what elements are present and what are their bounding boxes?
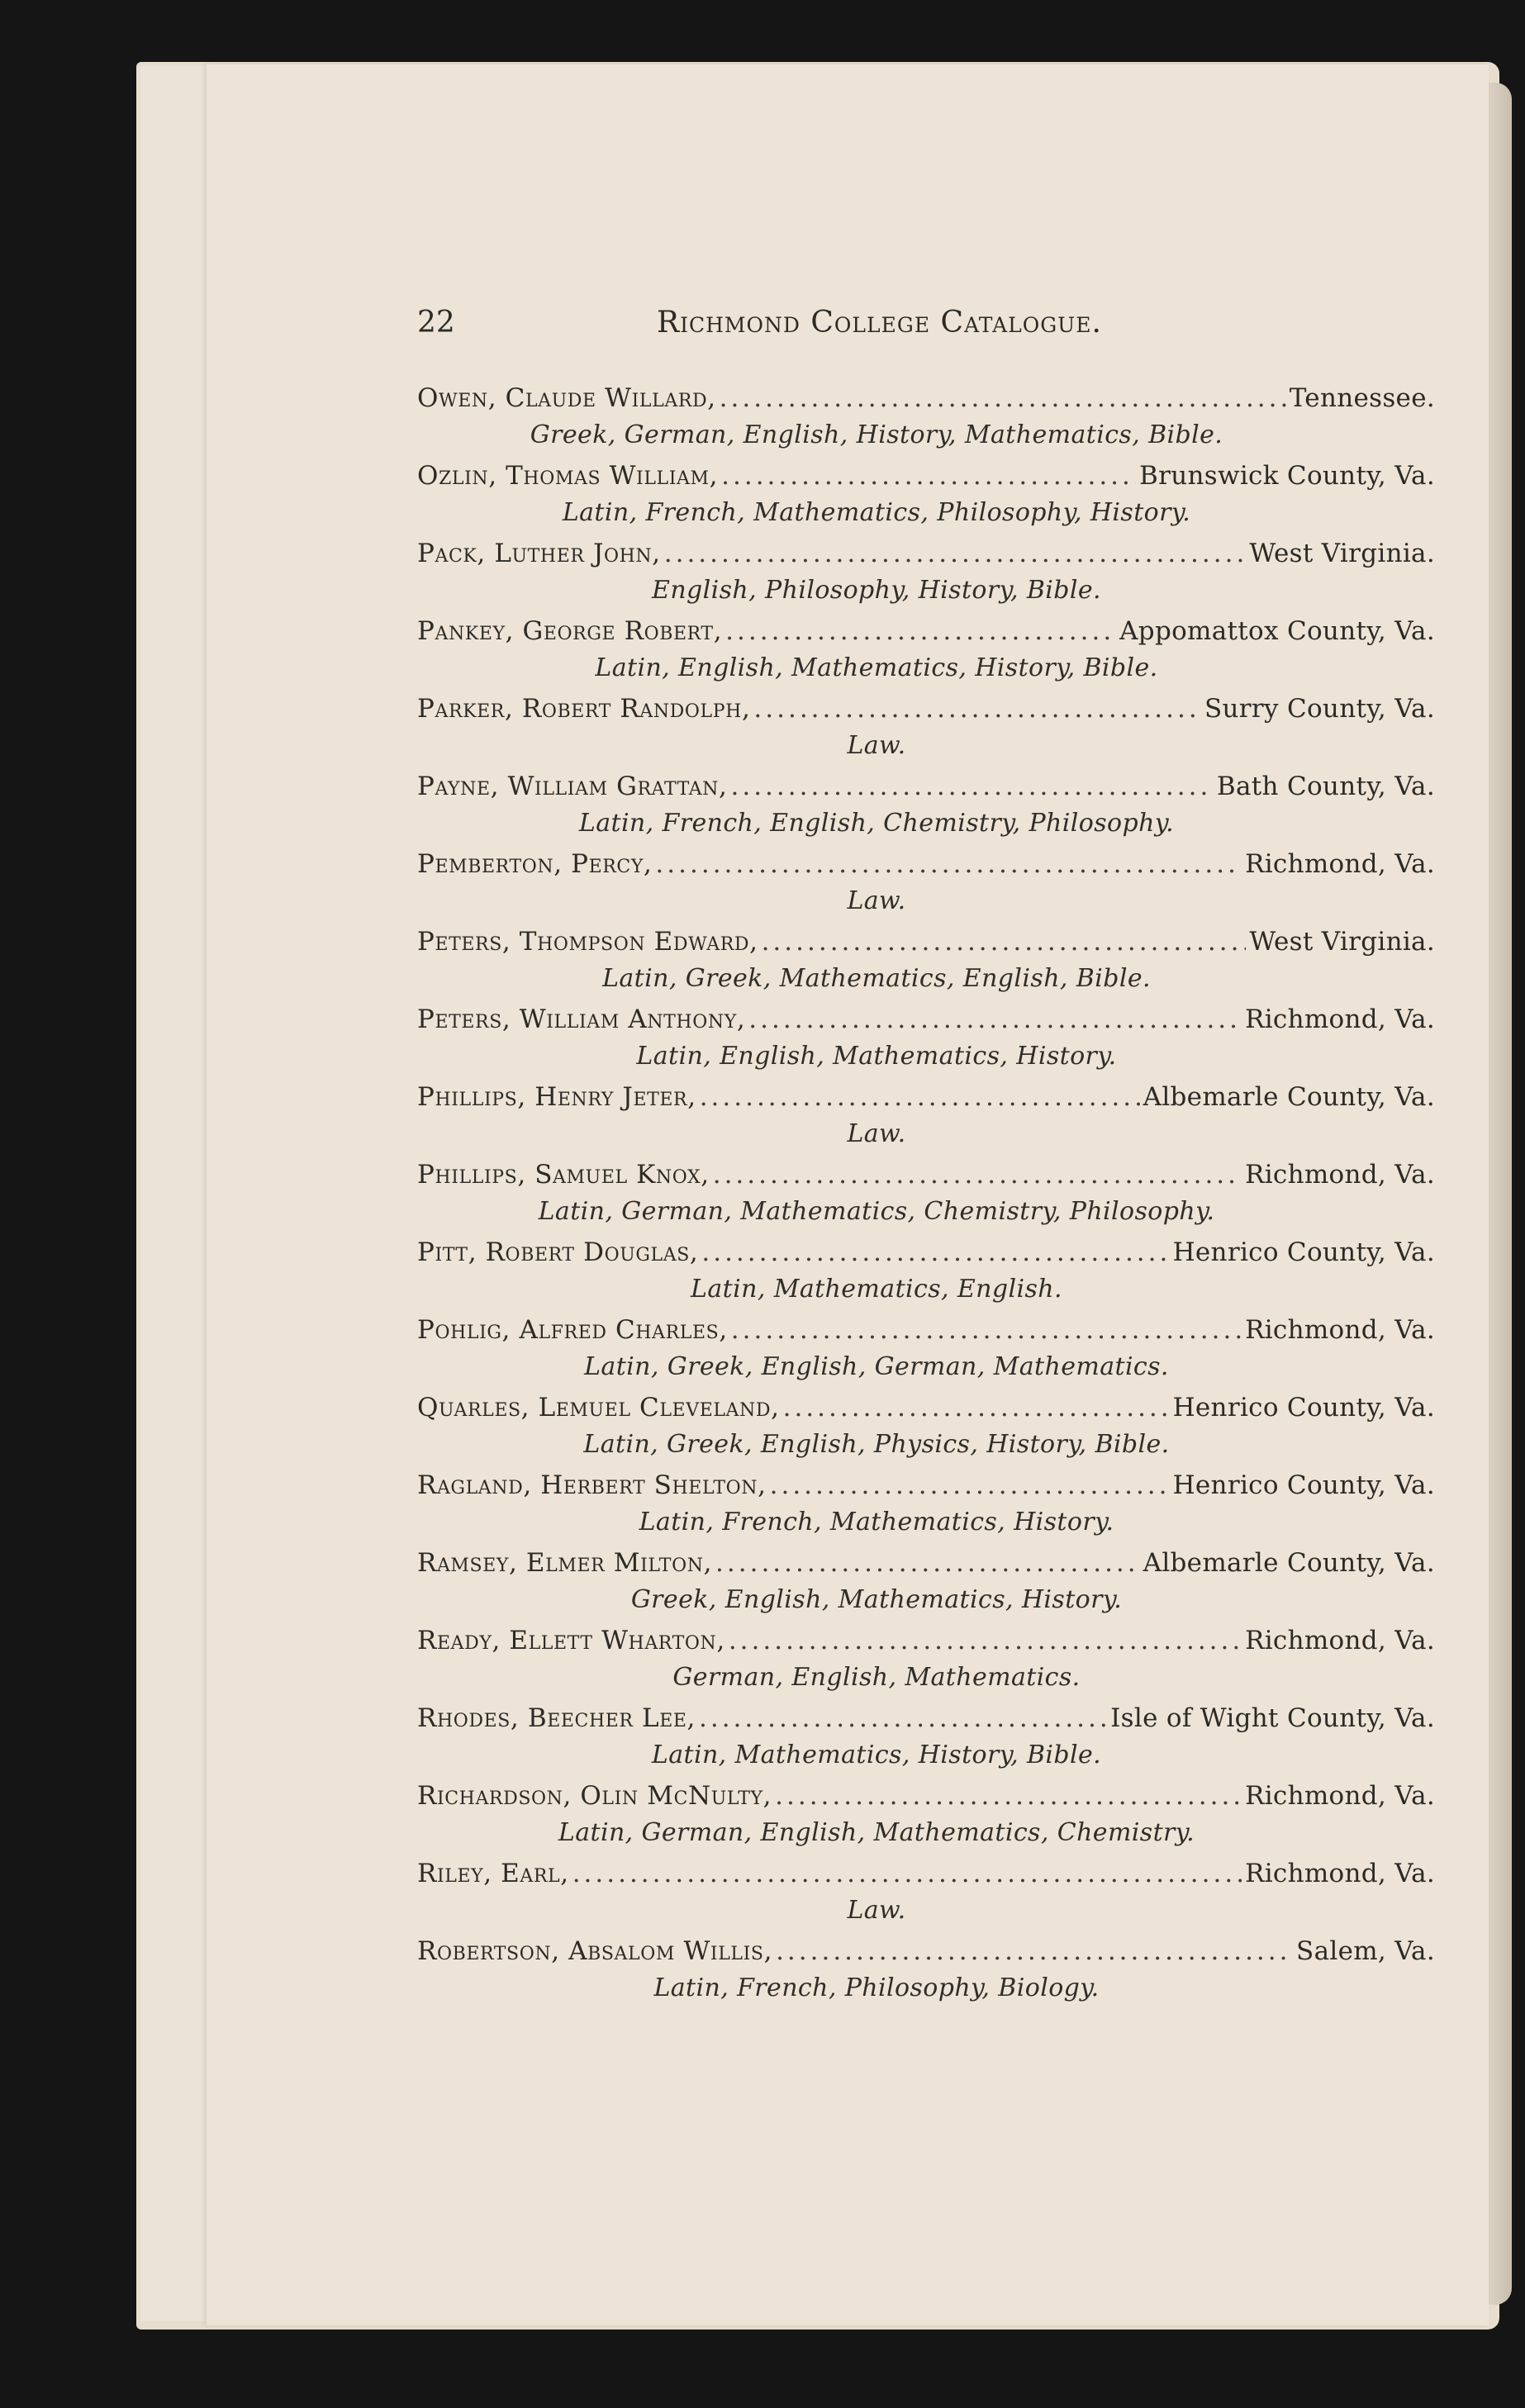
dot-leader <box>775 1778 1242 1814</box>
student-entry <box>417 1933 1435 2011</box>
student-residence: Brunswick County, Va. <box>1139 461 1435 491</box>
student-residence: Henrico County, Va. <box>1172 1470 1435 1500</box>
dot-leader <box>699 1700 1107 1736</box>
student-studies: Latin, French, English, Chemistry, Philosophy. <box>578 809 1175 838</box>
student-entry <box>417 380 1435 458</box>
student-residence: West Virginia. <box>1249 539 1435 568</box>
entry-line <box>417 768 1435 805</box>
student-residence: Albemarle County, Va. <box>1143 1082 1435 1112</box>
entry-line <box>417 924 1435 960</box>
student-entry <box>417 1389 1435 1467</box>
entry-line <box>417 535 1435 572</box>
student-studies: Latin, Mathematics, English. <box>691 1275 1062 1304</box>
dot-leader <box>701 1234 1169 1270</box>
entry-line <box>417 1157 1435 1193</box>
student-studies: Latin, Greek, Mathematics, English, Bible. <box>602 964 1151 993</box>
entry-line <box>417 1001 1435 1038</box>
student-studies: Law. <box>847 1119 906 1148</box>
dot-leader <box>776 1933 1293 1969</box>
dot-leader <box>721 458 1136 494</box>
student-residence: Richmond, Va. <box>1245 1781 1435 1811</box>
student-residence: Henrico County, Va. <box>1172 1237 1435 1267</box>
entry-line <box>417 691 1435 727</box>
student-name: Pankey, George Robert, <box>417 616 723 646</box>
student-entry <box>417 691 1435 768</box>
entry-line <box>417 1312 1435 1348</box>
student-entry <box>417 1079 1435 1157</box>
student-residence: Richmond, Va. <box>1245 1160 1435 1190</box>
student-entry <box>417 1157 1435 1234</box>
entry-line <box>417 1933 1435 1969</box>
student-entry <box>417 846 1435 924</box>
student-name: Rhodes, Beecher Lee, <box>417 1703 696 1733</box>
dot-leader <box>748 1001 1242 1038</box>
student-entry <box>417 1001 1435 1079</box>
dot-leader <box>715 1545 1140 1581</box>
entry-line <box>417 613 1435 649</box>
student-entry <box>417 1855 1435 1933</box>
student-studies: Law. <box>847 731 906 760</box>
entry-line <box>417 1467 1435 1503</box>
student-name: Richardson, Olin McNulty, <box>417 1781 772 1811</box>
student-entry <box>417 768 1435 846</box>
student-name: Pemberton, Percy, <box>417 849 653 879</box>
entry-line <box>417 1700 1435 1736</box>
student-studies: Latin, German, English, Mathematics, Chemistry. <box>558 1818 1195 1847</box>
student-studies: Latin, Greek, English, Physics, History, Bible. <box>583 1430 1170 1459</box>
student-studies: German, English, Mathematics. <box>672 1663 1081 1692</box>
student-residence: Richmond, Va. <box>1245 849 1435 879</box>
dot-leader <box>729 1622 1242 1659</box>
dot-leader <box>753 691 1201 727</box>
student-residence: Appomattox County, Va. <box>1119 616 1435 646</box>
student-studies: English, Philosophy, History, Bible. <box>652 576 1101 605</box>
student-entry <box>417 1467 1435 1545</box>
dot-leader <box>664 535 1247 572</box>
student-entry <box>417 1545 1435 1622</box>
student-name: Quarles, Lemuel Cleveland, <box>417 1393 780 1422</box>
dot-leader <box>770 1467 1170 1503</box>
dot-leader <box>572 1855 1242 1892</box>
student-name: Parker, Robert Randolph, <box>417 694 751 724</box>
student-residence: Salem, Va. <box>1296 1936 1435 1966</box>
student-residence: West Virginia. <box>1249 927 1435 957</box>
student-entry <box>417 613 1435 691</box>
entry-line <box>417 458 1435 494</box>
student-name: Ragland, Herbert Shelton, <box>417 1470 767 1500</box>
student-residence: Richmond, Va. <box>1245 1315 1435 1345</box>
student-entry <box>417 1312 1435 1389</box>
student-name: Pitt, Robert Douglas, <box>417 1237 699 1267</box>
dot-leader <box>725 613 1116 649</box>
student-name: Ramsey, Elmer Milton, <box>417 1548 713 1578</box>
entry-line <box>417 846 1435 882</box>
dot-leader <box>783 1389 1170 1426</box>
student-studies: Law. <box>847 886 906 915</box>
student-studies: Latin, French, Philosophy, Biology. <box>653 1973 1100 2002</box>
student-studies: Latin, French, Mathematics, History. <box>639 1508 1114 1536</box>
student-residence: Henrico County, Va. <box>1172 1393 1435 1422</box>
dot-leader <box>762 924 1247 960</box>
student-entry <box>417 1622 1435 1700</box>
student-studies: Greek, English, Mathematics, History. <box>630 1585 1123 1614</box>
student-residence: Richmond, Va. <box>1245 1626 1435 1655</box>
student-name: Peters, Thompson Edward, <box>417 927 758 957</box>
running-head <box>417 306 1202 347</box>
entry-line <box>417 380 1435 416</box>
student-residence: Surry County, Va. <box>1204 694 1435 724</box>
student-studies: Greek, German, English, History, Mathematics, Bible. <box>530 420 1223 449</box>
student-residence: Tennessee. <box>1289 383 1435 413</box>
student-studies: Latin, German, Mathematics, Chemistry, Philosophy. <box>538 1197 1215 1226</box>
student-list <box>417 380 1435 2011</box>
dot-leader <box>655 846 1242 882</box>
student-entry <box>417 1778 1435 1855</box>
entry-line <box>417 1622 1435 1659</box>
student-studies: Latin, French, Mathematics, Philosophy, History. <box>562 498 1191 527</box>
entry-line <box>417 1079 1435 1115</box>
entry-line <box>417 1778 1435 1814</box>
student-name: Owen, Claude Willard, <box>417 383 716 413</box>
entry-line <box>417 1545 1435 1581</box>
student-name: Phillips, Henry Jeter, <box>417 1082 696 1112</box>
student-residence: Richmond, Va. <box>1245 1859 1435 1888</box>
dot-leader <box>720 380 1286 416</box>
student-name: Ready, Ellett Wharton, <box>417 1626 725 1655</box>
student-studies: Law. <box>847 1896 906 1925</box>
dot-leader <box>713 1157 1242 1193</box>
dot-leader <box>730 768 1213 805</box>
dot-leader <box>700 1079 1140 1115</box>
student-studies: Latin, Greek, English, German, Mathematics. <box>584 1352 1169 1381</box>
student-studies: Latin, English, Mathematics, History. <box>636 1042 1117 1071</box>
student-entry <box>417 924 1435 1001</box>
student-name: Payne, William Grattan, <box>417 772 728 801</box>
student-entry <box>417 1234 1435 1312</box>
entry-line <box>417 1234 1435 1270</box>
entry-line <box>417 1855 1435 1892</box>
entry-line <box>417 1389 1435 1426</box>
dot-leader <box>731 1312 1242 1348</box>
student-name: Ozlin, Thomas William, <box>417 461 719 491</box>
student-entry <box>417 1700 1435 1778</box>
student-residence: Richmond, Va. <box>1245 1005 1435 1034</box>
student-name: Pohlig, Alfred Charles, <box>417 1315 728 1345</box>
page-number: 22 <box>417 306 455 340</box>
student-studies: Latin, English, Mathematics, History, Bible. <box>595 653 1158 682</box>
student-entry <box>417 535 1435 613</box>
student-studies: Latin, Mathematics, History, Bible. <box>651 1741 1102 1769</box>
student-name: Riley, Earl, <box>417 1859 569 1888</box>
catalog-title: Richmond College Catalogue. <box>657 306 1102 340</box>
student-name: Robertson, Absalom Willis, <box>417 1936 773 1966</box>
student-residence: Isle of Wight County, Va. <box>1110 1703 1435 1733</box>
student-name: Phillips, Samuel Knox, <box>417 1160 710 1190</box>
student-residence: Bath County, Va. <box>1216 772 1435 801</box>
student-residence: Albemarle County, Va. <box>1143 1548 1435 1578</box>
student-entry <box>417 458 1435 535</box>
student-name: Peters, William Anthony, <box>417 1005 746 1034</box>
student-name: Pack, Luther John, <box>417 539 661 568</box>
